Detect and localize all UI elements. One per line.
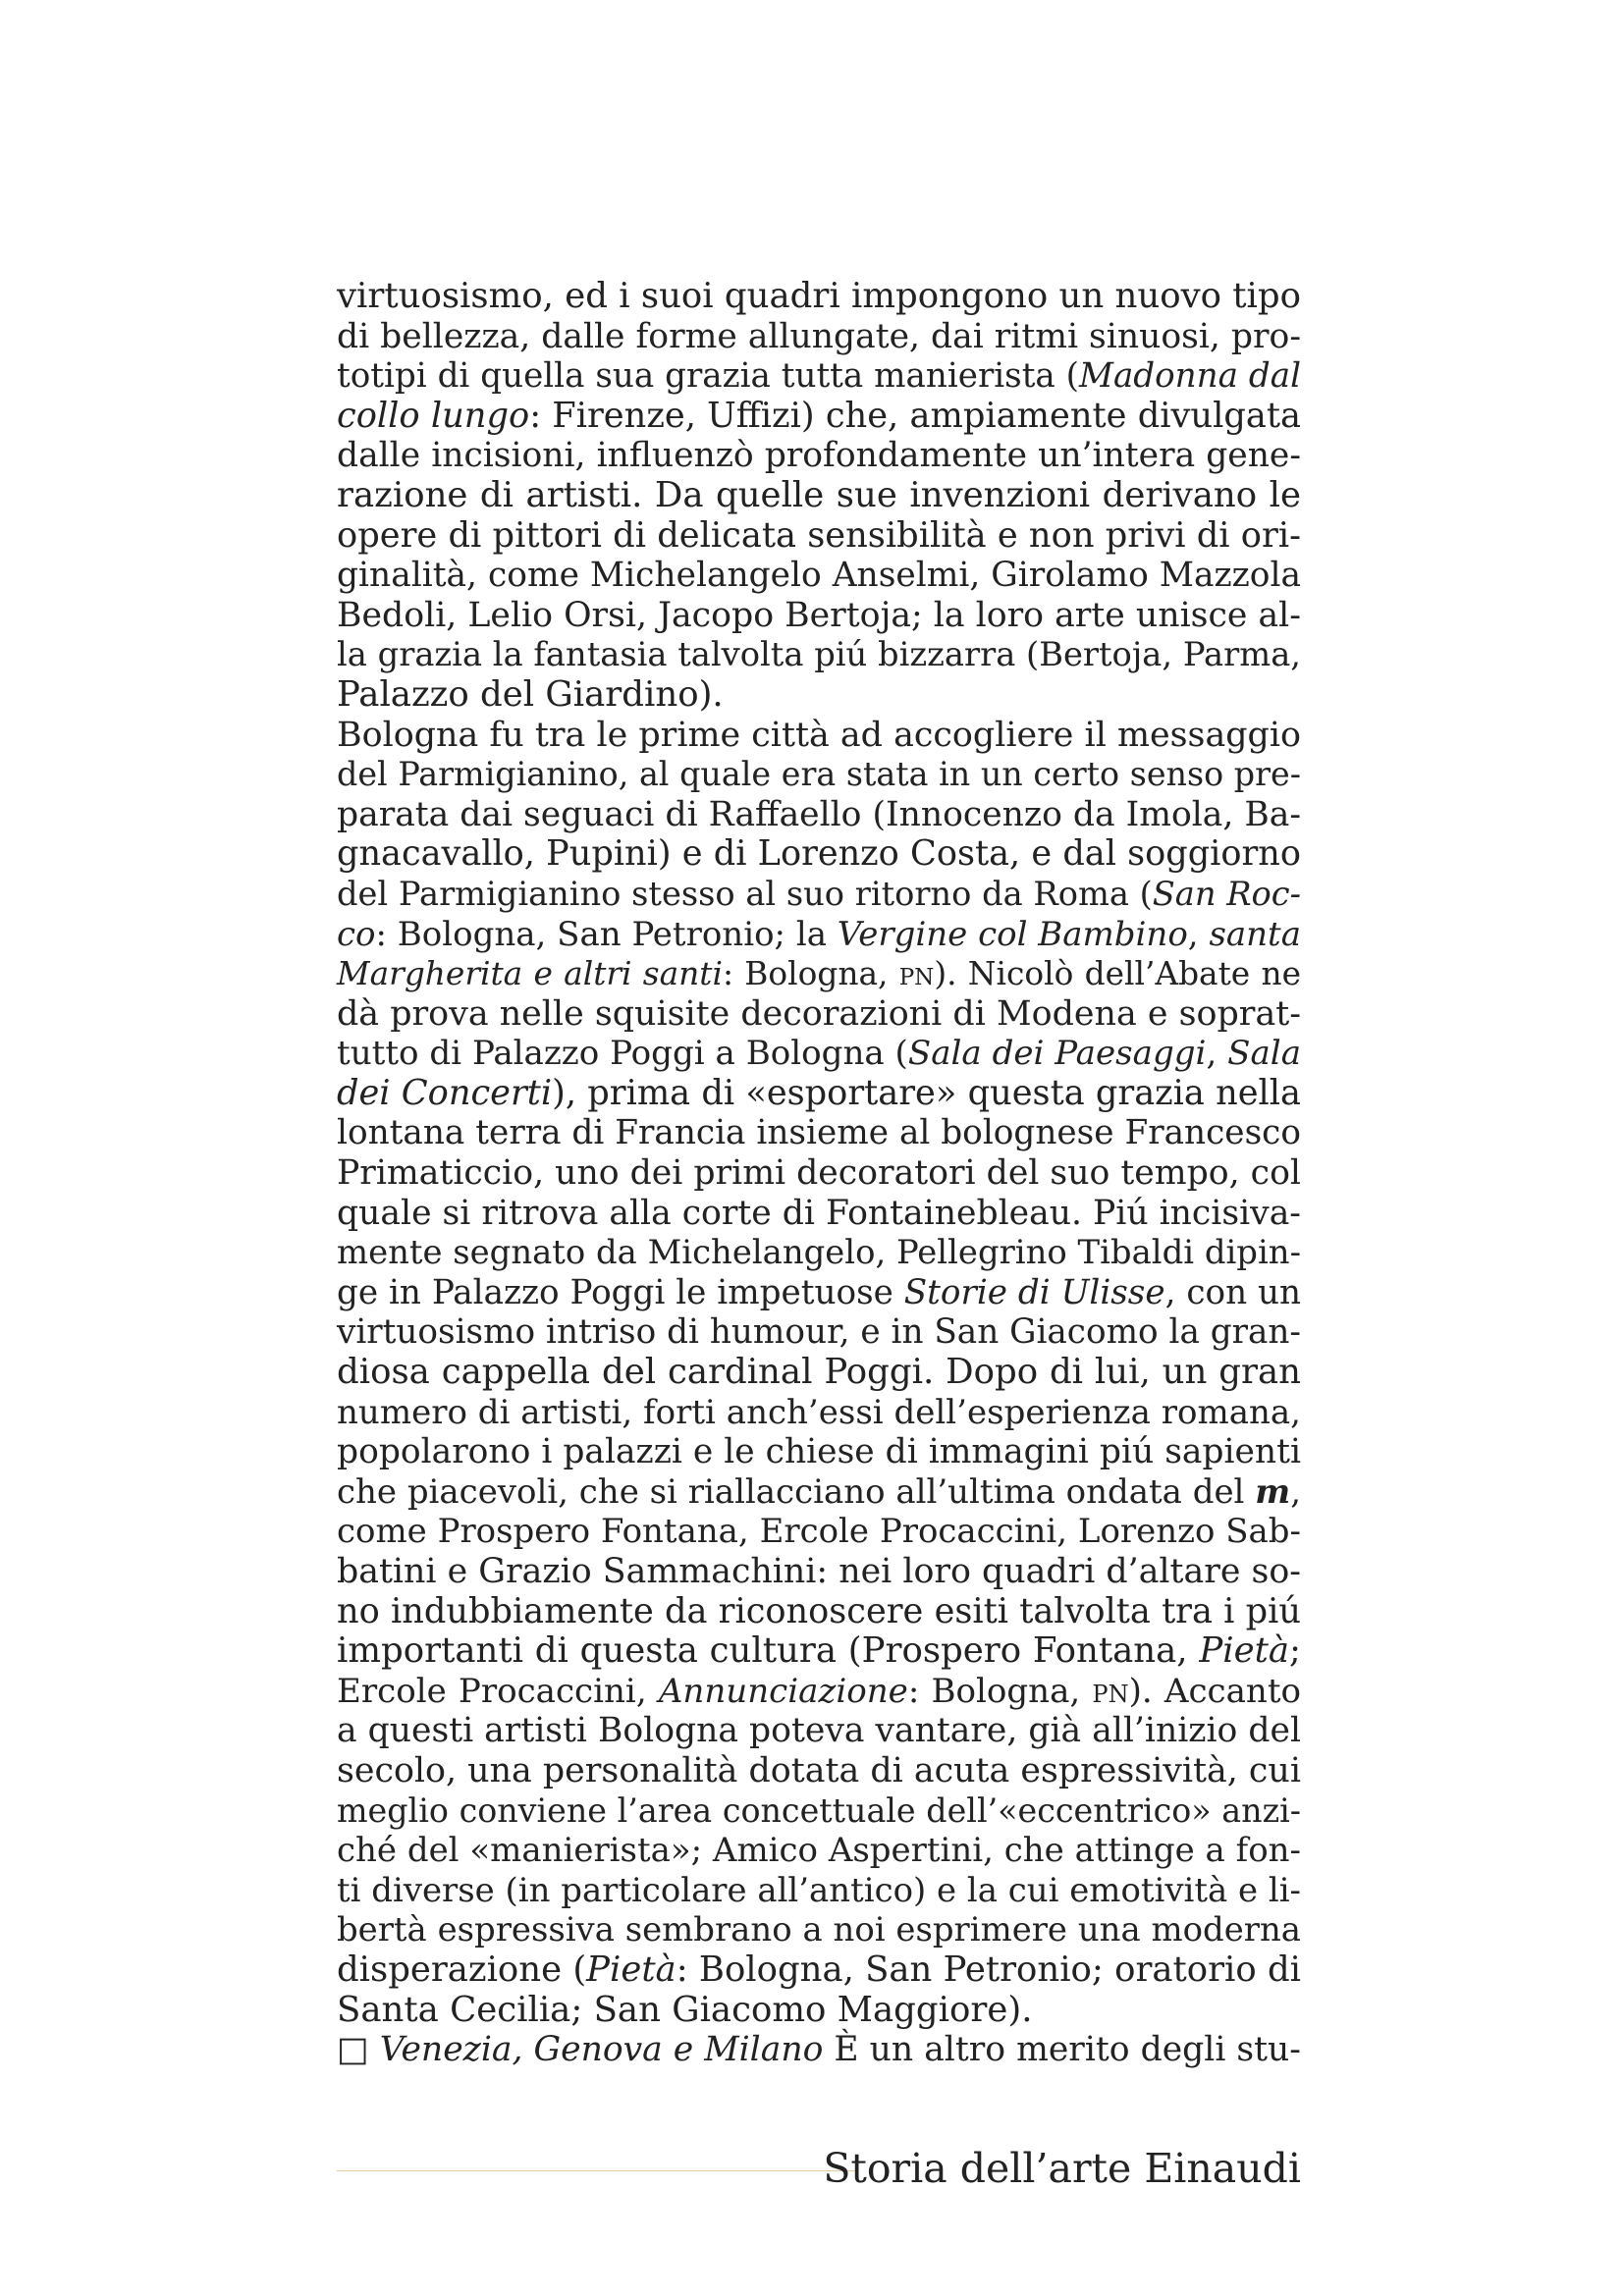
text-run: tutto di Palazzo Poggi a Bologna ( [337,1034,908,1074]
text-run: : Bologna, San Petronio; la [375,914,838,954]
text-run: virtuosismo, ed i suoi quadri impongono un nuovo tipo [337,276,1301,316]
italic-text: santa [1209,914,1301,954]
text-run: ; [1289,1630,1301,1672]
text-line [337,1312,1301,1353]
italic-text: Storie di Ulisse [903,1272,1165,1312]
text-run: Bologna fu tra le prime città ad accogliere il messaggio [337,715,1301,755]
text-run: È un altro merito degli stu- [823,2030,1301,2070]
text-run: Primaticcio, uno dei primi decoratori del suo tempo, col [337,1153,1301,1194]
text-line [337,596,1301,636]
text-run: Palazzo del Giardino). [337,673,724,715]
text-run: diosa cappella del cardinal Poggi. Dopo di lui, un gran [337,1352,1301,1393]
text-run: di bellezza, dalle forme allungate, dai ritmi sinuosi, pro- [337,316,1301,356]
text-run: gnacavallo, Pupini) e di Lorenzo Costa, e dal soggiorno [337,833,1301,875]
text-run: ché del «manierista»; Amico Aspertini, che attinge a fon- [337,1831,1301,1871]
text-run: Ercole Procaccini, [337,1671,659,1711]
text-run: no indubbiamente da riconoscere esiti talvolta tra i piú [337,1590,1301,1631]
text-run: ge in Palazzo Poggi le impetuose [337,1272,904,1312]
text-line [337,1432,1301,1472]
body-text [337,277,1301,2070]
text-line [337,1910,1301,1950]
text-line [337,1631,1301,1672]
text-run: meglio conviene l’area concettuale dell’«eccentrico» anzi- [337,1790,1301,1830]
text-line [337,1552,1301,1592]
text-line [337,1194,1301,1234]
text-run: quale si ritrova alla corte di Fontainebleau. Piú incisiva- [337,1193,1301,1233]
italic-text: dei Concerti [337,1072,553,1113]
text-run: numero di artisti, forti anch’essi dell’esperienza romana, [337,1392,1301,1432]
text-line [337,1393,1301,1433]
text-line [337,1751,1301,1791]
text-run: ). Accanto [1128,1671,1302,1711]
text-line [337,1871,1301,1911]
text-line [337,716,1301,756]
text-run: mente segnato da Michelangelo, Pellegrino Tibaldi dipin- [337,1233,1301,1272]
text-line [337,1831,1301,1871]
text-run: ginalità, come Michelangelo Anselmi, Girolamo Mazzola [337,556,1301,596]
text-run: ). Nicolò dell’Abate ne [934,955,1301,993]
text-run: bertà espressiva sembrano a noi esprimere una moderna [337,1910,1301,1949]
text-run: □ [337,2030,380,2070]
text-line [337,1512,1301,1552]
italic-text: San Roc- [1152,874,1301,913]
text-line [337,1153,1301,1194]
text-run: totipi di quella sua grazia tutta manierista ( [337,356,1079,397]
text-run: che piacevoli, che si riallacciano all’ultima ondata del [337,1471,1256,1512]
text-line [337,834,1301,875]
text-run: parata dai seguaci di Raffaello (Innocenzo da Imola, Ba- [337,794,1301,834]
text-run: popolarono i palazzi e le chiese di immagini piú sapienti [337,1432,1301,1472]
text-line [337,954,1301,994]
italic-text: co [337,914,376,954]
text-run: importanti di questa cultura (Prospero Fontana, [337,1630,1200,1672]
text-line [337,1353,1301,1393]
text-run: , con un [1164,1272,1301,1312]
text-line [337,1950,1301,1991]
italic-text: Sala dei Paesaggi [907,1034,1207,1074]
text-line [337,635,1301,675]
small-caps-text: pn [898,955,935,993]
italic-text: Madonna dal [1079,356,1302,397]
italic-text: Annunciazione [658,1671,908,1711]
text-run: dalle incisioni, influenzò profondamente un’intera gene- [337,436,1301,476]
text-run: secolo, una personalità dotata di acuta espressività, cui [337,1750,1301,1790]
text-line [337,1991,1301,2031]
footer-rule [337,2170,857,2171]
text-line [337,1672,1301,1712]
text-run: batini e Grazio Sammachini: nei loro quadri d’altare so- [337,1552,1301,1591]
text-line [337,755,1301,795]
text-run: la grazia la fantasia talvolta piú bizzarra (Bertoja, Parma, [337,635,1301,674]
text-line [337,795,1301,835]
text-line [337,1592,1301,1632]
text-run: a questi artisti Bologna poteva vantare, già all’inizio del [337,1711,1301,1751]
text-run: virtuosismo intriso di humour, e in San Giacomo la gran- [337,1312,1301,1353]
text-run: opere di pittori di delicata sensibilità e non privi di ori- [337,514,1301,556]
text-line [337,317,1301,357]
text-line [337,1074,1301,1114]
text-line [337,1233,1301,1273]
text-run: : Firenze, Uffizi) che, ampiamente divulgata [529,395,1301,436]
text-line [337,1472,1301,1513]
text-line [337,1273,1301,1313]
text-line [337,915,1301,955]
italic-text: Margherita e altri santi [337,955,723,993]
text-run: , [1290,1471,1301,1512]
text-run: del Parmigianino, al quale era stata in un certo senso pre- [337,755,1301,794]
text-run: : Bologna, [907,1671,1093,1711]
text-line [337,875,1301,915]
text-run: : Bologna, San Petronio; oratorio di [676,1949,1301,1990]
text-line [337,1791,1301,1832]
text-line [337,556,1301,596]
text-line [337,675,1301,716]
text-line [337,1034,1301,1074]
text-line [337,2030,1301,2070]
text-run: del Parmigianino stesso al suo ritorno da Roma ( [337,874,1153,913]
text-run: razione di artisti. Da quelle sue invenzioni derivano le [337,474,1301,515]
bold-italic-text: m [1255,1471,1291,1512]
text-run: ti diverse (in particolare all’antico) e la cui emotività e li- [337,1870,1301,1909]
text-line [337,476,1301,516]
small-caps-text: pn [1092,1671,1129,1711]
italic-text: Pietà [586,1949,676,1990]
italic-text: Pietà [1199,1630,1290,1672]
italic-text: Venezia, Genova e Milano [379,2030,824,2070]
text-run: lontana terra di Francia insieme al bolognese Francesco [337,1113,1301,1153]
text-run: Bedoli, Lelio Orsi, Jacopo Bertoja; la loro arte unisce al- [337,595,1301,635]
text-run: , [1187,914,1210,954]
text-run: dà prova nelle squisite decorazioni di Modena e soprat- [337,993,1301,1034]
footer-title: Storia dell’arte Einaudi [823,2145,1301,2192]
italic-text: Sala [1227,1034,1302,1074]
text-run: ), prima di «esportare» questa grazia nella [552,1072,1301,1113]
text-line [337,436,1301,476]
text-line [337,356,1301,397]
text-run: come Prospero Fontana, Ercole Procaccini, Lorenzo Sab- [337,1512,1301,1552]
text-run: Santa Cecilia; San Giacomo Maggiore). [337,1989,1033,2030]
text-line [337,277,1301,317]
italic-text: collo lungo [337,395,530,436]
text-run: : Bologna, [722,955,899,993]
text-run: disperazione ( [337,1949,587,1990]
text-line [337,1113,1301,1153]
text-line [337,1711,1301,1751]
text-line [337,516,1301,557]
text-line [337,994,1301,1035]
italic-text: Vergine col Bambino [837,914,1188,954]
text-line [337,397,1301,437]
text-run: , [1206,1034,1228,1074]
